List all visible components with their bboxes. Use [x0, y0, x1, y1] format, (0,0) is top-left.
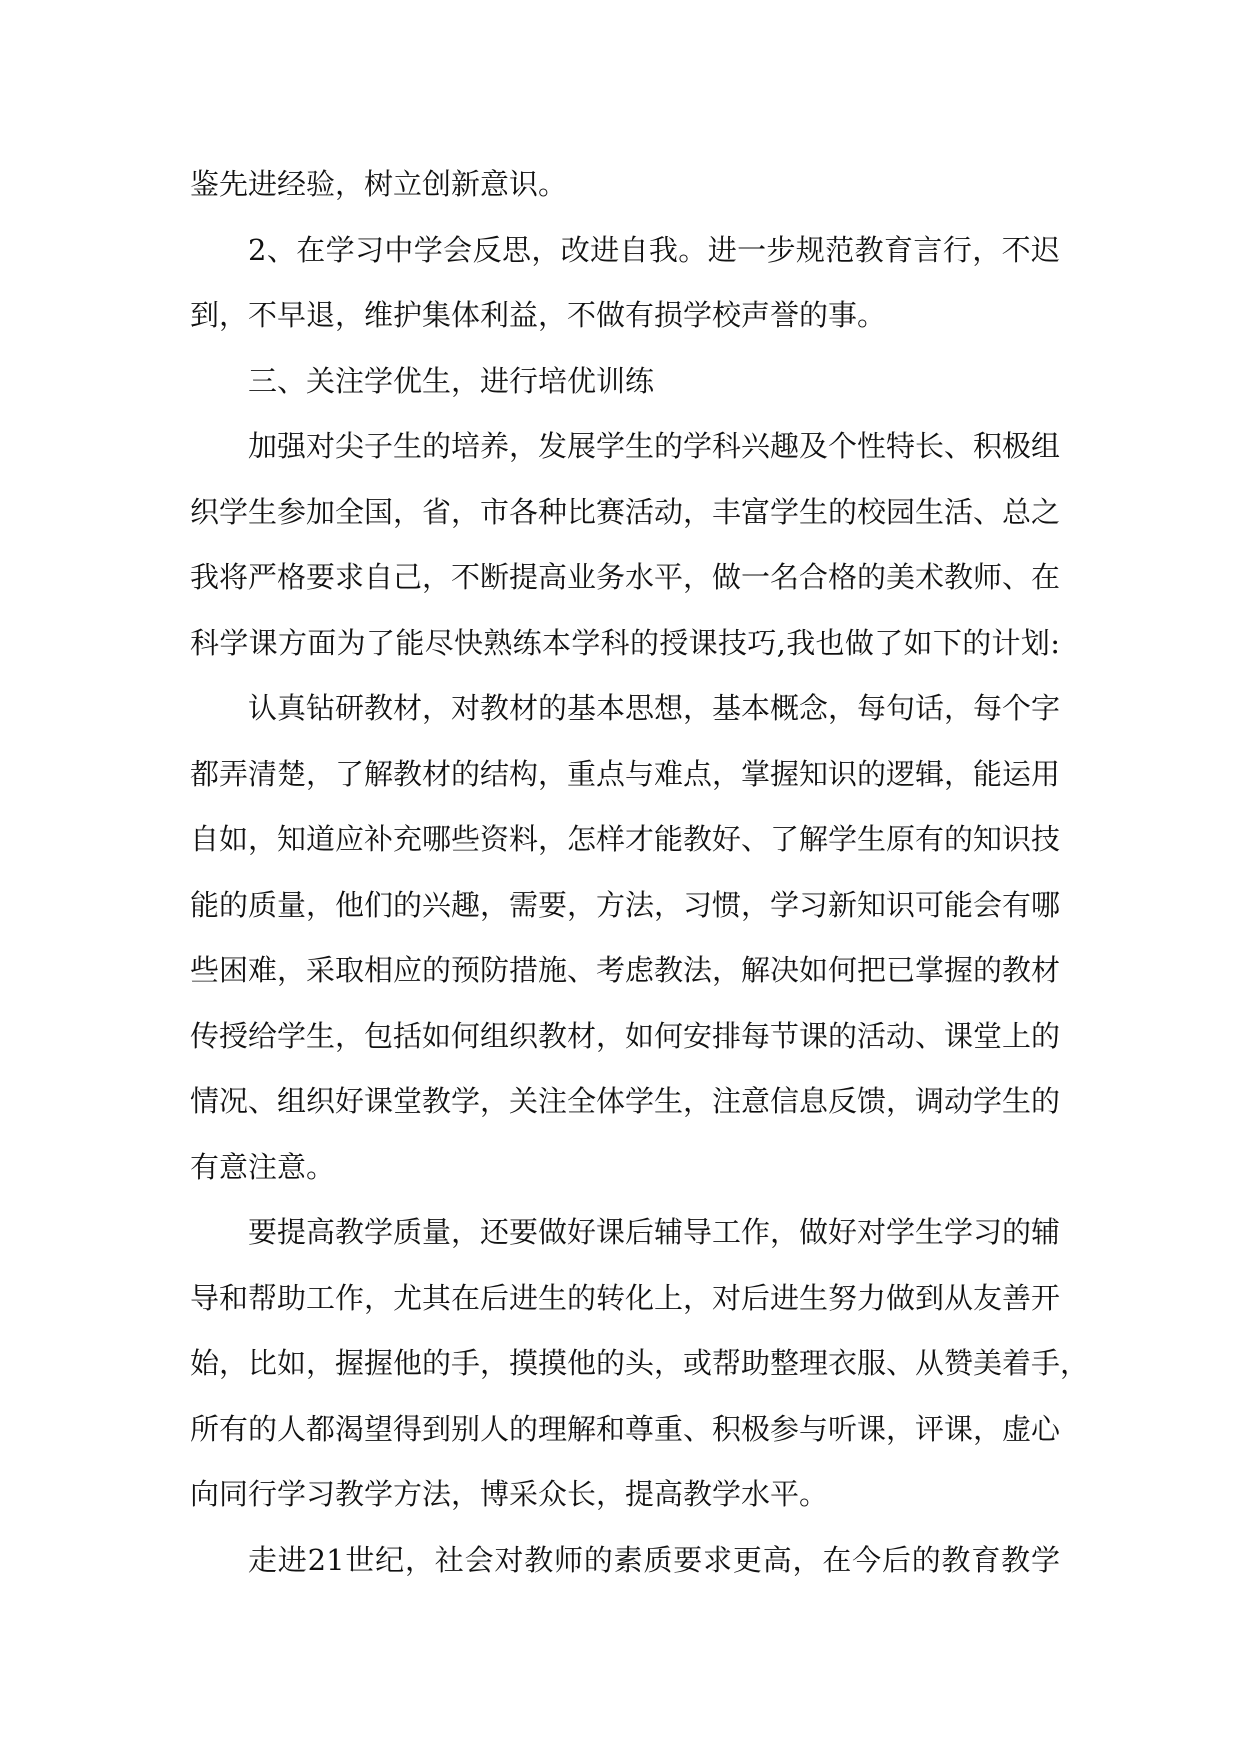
- text-line: 都弄清楚，了解教材的结构，重点与难点，掌握知识的逻辑，能运用: [190, 756, 1061, 791]
- text-line: 到，不早退，维护集体利益，不做有损学校声誉的事。: [190, 298, 887, 332]
- text-line: 加强对尖子生的培养，发展学生的学科兴趣及个性特长、积极组: [248, 429, 1061, 463]
- text-line: 情况、组织好课堂教学，关注全体学生，注意信息反馈，调动学生的: [190, 1084, 1061, 1118]
- text-line: 走进21世纪，社会对教师的素质要求更高，在今后的教育教学: [248, 1542, 1060, 1577]
- text-line: 认真钻研教材，对教材的基本思想，基本概念，每句话，每个字: [248, 691, 1061, 725]
- text-line: 些困难，采取相应的预防措施、考虑教法，解决如何把已掌握的教材: [190, 953, 1061, 987]
- text-line: 有意注意。: [190, 1149, 336, 1184]
- text-line: 传授给学生，包括如何组织教材，如何安排每节课的活动、课堂上的: [190, 1018, 1061, 1053]
- text-line: 2、在学习中学会反思，改进自我。进一步规范教育言行，不迟: [248, 232, 1060, 267]
- text-line: 导和帮助工作，尤其在后进生的转化上，对后进生努力做到从友善开: [190, 1280, 1061, 1315]
- text-line: 始，比如，握握他的手，摸摸他的头，或帮助整理衣服、从赞美着手，: [190, 1346, 1090, 1380]
- text-line: 我将严格要求自己，不断提高业务水平，做一名合格的美术教师、在: [190, 560, 1061, 594]
- text-line: 三、关注学优生，进行培优训练: [248, 363, 655, 398]
- text-line: 织学生参加全国，省，市各种比赛活动，丰富学生的校园生活、总之: [190, 494, 1061, 529]
- text-line: 鉴先进经验，树立创新意识。: [190, 167, 568, 201]
- document-body: [190, 152, 1090, 1593]
- text-line: 要提高教学质量，还要做好课后辅导工作，做好对学生学习的辅: [248, 1215, 1061, 1249]
- text-line: 自如，知道应补充哪些资料，怎样才能教好、了解学生原有的知识技: [190, 822, 1061, 856]
- text-line: 科学课方面为了能尽快熟练本学科的授课技巧,我也做了如下的计划:: [190, 625, 1060, 660]
- text-line: 向同行学习教学方法，博采众长，提高教学水平。: [190, 1477, 829, 1511]
- text-line: 所有的人都渴望得到别人的理解和尊重、积极参与听课，评课，虚心: [190, 1411, 1061, 1446]
- text-line: 能的质量，他们的兴趣，需要，方法，习惯，学习新知识可能会有哪: [190, 887, 1061, 922]
